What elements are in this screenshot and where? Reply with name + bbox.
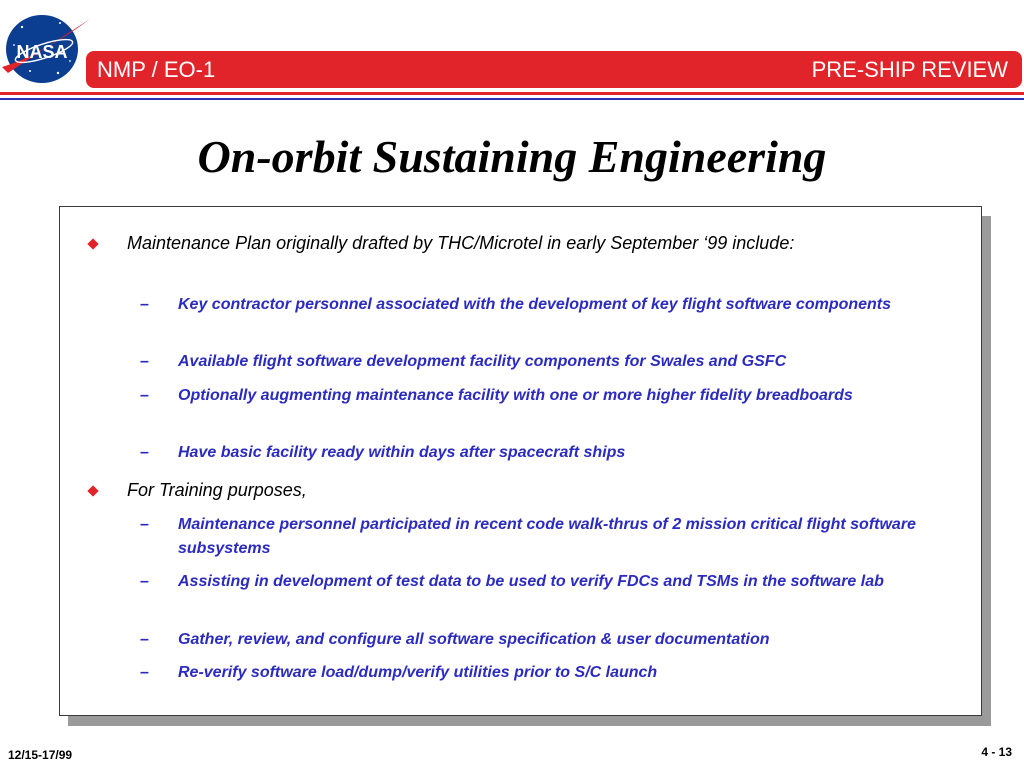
header-left-label: NMP / EO-1 [97, 56, 216, 82]
footer-date: 12/15-17/99 [8, 748, 73, 762]
nasa-logo [0, 5, 92, 87]
header-bar [86, 51, 1022, 88]
sub-item [140, 513, 940, 561]
bullet-item [88, 478, 958, 502]
sub-item-text: Optionally augmenting maintenance facility with one or more higher fidelity breadboards [178, 387, 853, 404]
sub-item-text: Re-verify software load/dump/verify utilities prior to S/C launch [178, 664, 658, 681]
dash-icon: – [140, 516, 149, 533]
header-rule-blue [0, 98, 1024, 100]
dash-icon: – [140, 664, 149, 681]
sub-item-text: Gather, review, and configure all software specification & user documentation [178, 631, 770, 648]
sub-item-text: Assisting in development of test data to be used to verify FDCs and TSMs in the software lab [178, 573, 884, 590]
diamond-bullet-icon [87, 238, 98, 249]
sub-item-text: Key contractor personnel associated with the development of key flight software components [178, 296, 892, 313]
bullet-text: Maintenance Plan originally drafted by THC/Microtel in early September ‘99 include: [127, 233, 795, 253]
dash-icon: – [140, 387, 149, 404]
dash-icon: – [140, 296, 149, 313]
bullet-item [88, 231, 958, 255]
diamond-bullet-icon [87, 485, 98, 496]
sub-item-text: Available flight software development facility components for Swales and GSFC [178, 353, 787, 370]
dash-icon: – [140, 353, 149, 370]
dash-icon: – [140, 631, 149, 648]
sub-item-text: Maintenance personnel participated in recent code walk-thrus of 2 mission critical flight software subsystems [178, 516, 916, 557]
header-rule-red [0, 92, 1024, 95]
footer-page-number: 4 - 13 [981, 745, 1012, 759]
sub-item [140, 628, 940, 652]
sub-item [140, 570, 940, 594]
sub-item [140, 661, 940, 685]
header-right-label: PRE-SHIP REVIEW [811, 56, 1008, 82]
bullet-text: For Training purposes, [127, 480, 307, 500]
sub-item [140, 293, 940, 317]
sub-item-text: Have basic facility ready within days after spacecraft ships [178, 444, 626, 461]
sub-item [140, 350, 940, 374]
nasa-logo-text: NASA [16, 42, 68, 62]
sub-item [140, 384, 940, 408]
sub-item [140, 441, 940, 465]
slide-title: On-orbit Sustaining Engineering [197, 131, 827, 182]
dash-icon: – [140, 444, 149, 461]
dash-icon: – [140, 573, 149, 590]
